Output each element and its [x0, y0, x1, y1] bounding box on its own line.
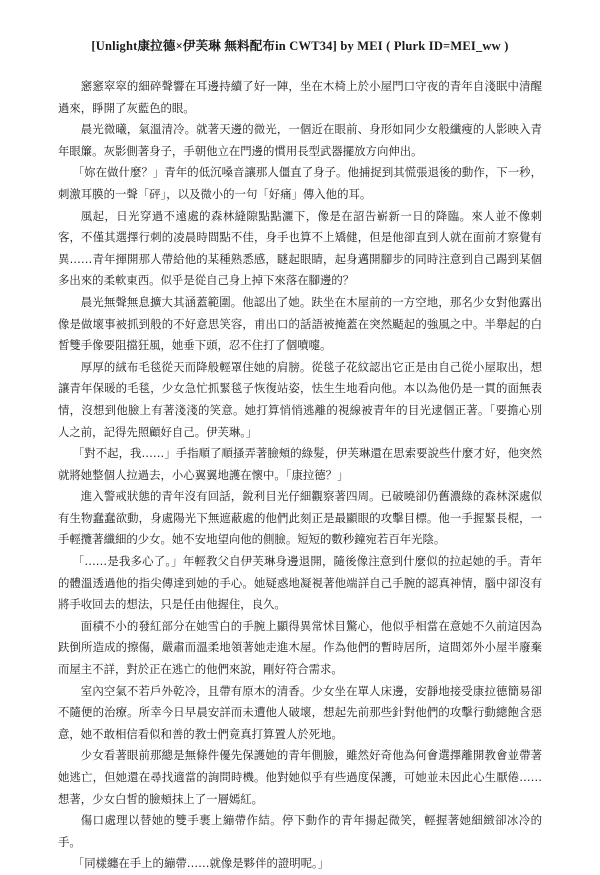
- document-title: [Unlight康拉德×伊芙琳 無料配布in CWT34] by MEI ( Plurk ID=MEI_ww ): [91, 39, 509, 53]
- paragraph: 室內空氣不若戶外乾冷，且帶有原木的清香。少女坐在單人床邊，安靜地接受康拉德簡易卻不隨便的治療。所幸今日早晨安詳而未遭他人破壞，想起先前那些針對他們的攻擊行動總飽含惡意，她不敢相信看似和善的教士們竟真打算置人於死地。: [58, 683, 542, 741]
- paragraph: 晨光微曦，氣溫清冷。就著天邊的微光，一個近在眼前、身形如同少女般纖瘦的人影映入青年眼簾。灰影側著身子，手朝他立在門邊的慣用長型武器擺放方向伸出。: [58, 122, 542, 158]
- paragraph: 面積不小的發紅部分在她雪白的手腕上顯得異常怵目驚心，他似乎相當在意她不久前這因為趺倒所造成的擦傷，嚴肅而溫柔地領著她走進木屋。作為他們的暫時居所，這間郊外小屋半廢棄而屋主不詳，對於正在逃亡的他們來說，剛好符合需求。: [58, 618, 542, 677]
- paragraph: 進入警戒狀態的青年沒有回話，銳利目光仔細觀察著四周。已破曉卻仍舊濃綠的森林深處似有生物蠢蠢欲動，身處陽光下無遮蔽處的他們此刻正是最顯眼的攻擊目標。他一手握緊長棍，一手輕攬著纖細的少女。她不安地望向他的側臉。短短的數秒鐘宛若百年光陰。: [58, 489, 542, 547]
- paragraph: 厚厚的絨布毛毯從天而降般輕罩住她的肩膀。從毯子花紋認出它正是由自己從小屋取出，想讓青年保暖的毛毯，少女急忙抓緊毯子恢復站姿，怯生生地看向他。本以為他仍是一貫的面無表情，沒想到他臉上有著淺淺的笑意。她打算悄悄逃離的視線被青年的目光逮個正著。「要擔心別人之前，記得先照顧好自己。伊芙琳。」: [58, 359, 542, 439]
- paragraph: 窸窸窣窣的細碎聲響在耳邊持續了好一陣，坐在木椅上於小屋門口守夜的青年自淺眠中清醒過來，睜開了灰藍色的眼。: [58, 79, 542, 115]
- paragraph: 「對不起，我……」手指順了順搔弄著臉頰的綠髮，伊芙琳還在思索要說些什麼才好，他突然就將她整個人拉過去，小心翼翼地護在懷中。「康拉德？」: [58, 446, 542, 482]
- paragraph: 傷口處理以替她的雙手裹上繃帶作結。停下動作的青年揚起微笑，輕握著她細緻卻冰冷的手。: [58, 813, 542, 849]
- story-body: [58, 76, 542, 875]
- paragraph: 「妳在做什麼？」青年的低沉嗓音讓那人僵直了身子。他捕捉到其慌張退後的動作，下一秒，刺激耳膜的一聲「砰」，以及微小的一句「好痛」傳入他的耳。: [58, 165, 542, 201]
- paragraph: 晨光無聲無息擴大其涵蓋範圍。他認出了她。趺坐在木屋前的一方空地，那名少女對他露出像是做壞事被抓到般的不好意思笑容，甫出口的話語被掩蓋在突然颳起的強風之中。半舉起的白皙雙手像要阻擋狂風，她垂下頭，忍不住打了個噴嚏。: [58, 294, 542, 353]
- paragraph: 「同樣纏在手上的繃帶……就像是夥伴的證明呢。」: [72, 856, 330, 871]
- paragraph: 「……是我多心了。」年輕教父自伊芙琳身邊退開，隨後像注意到什麼似的拉起她的手。青年的體溫透過他的指尖傳達到她的手心。她疑惑地凝視著他端詳自己手腕的認真神情，腦中卻沒有將手收回去的想法，只是任由他握住，良久。: [58, 554, 542, 612]
- paragraph: 風起，日光穿過不遠處的森林縫隙點點灑下，像是在詔告嶄新一日的降臨。來人並不像刺客，不僅其選擇行刺的凌晨時間點不佳，身手也算不上矯健，但是他卻直到人就在面前才察覺有異……青年揮開那人帶給他的某種熟悉感，瞇起眼睛，起身邁開腳步的同時注意到自己踢到某個多出來的柔軟東西。似乎是從自己身上掉下來落在腳邊的？: [58, 208, 542, 288]
- paragraph: 少女看著眼前那總是無條件優先保護她的青年側臉，雖然好奇他為何會選擇離開教會並帶著她逃亡，但她還在尋找適當的詢問時機。他對她似乎有些過度保護，可她並未因此心生厭倦……想著，少女白皙的臉頰抹上了一層嫣紅。: [58, 748, 542, 806]
